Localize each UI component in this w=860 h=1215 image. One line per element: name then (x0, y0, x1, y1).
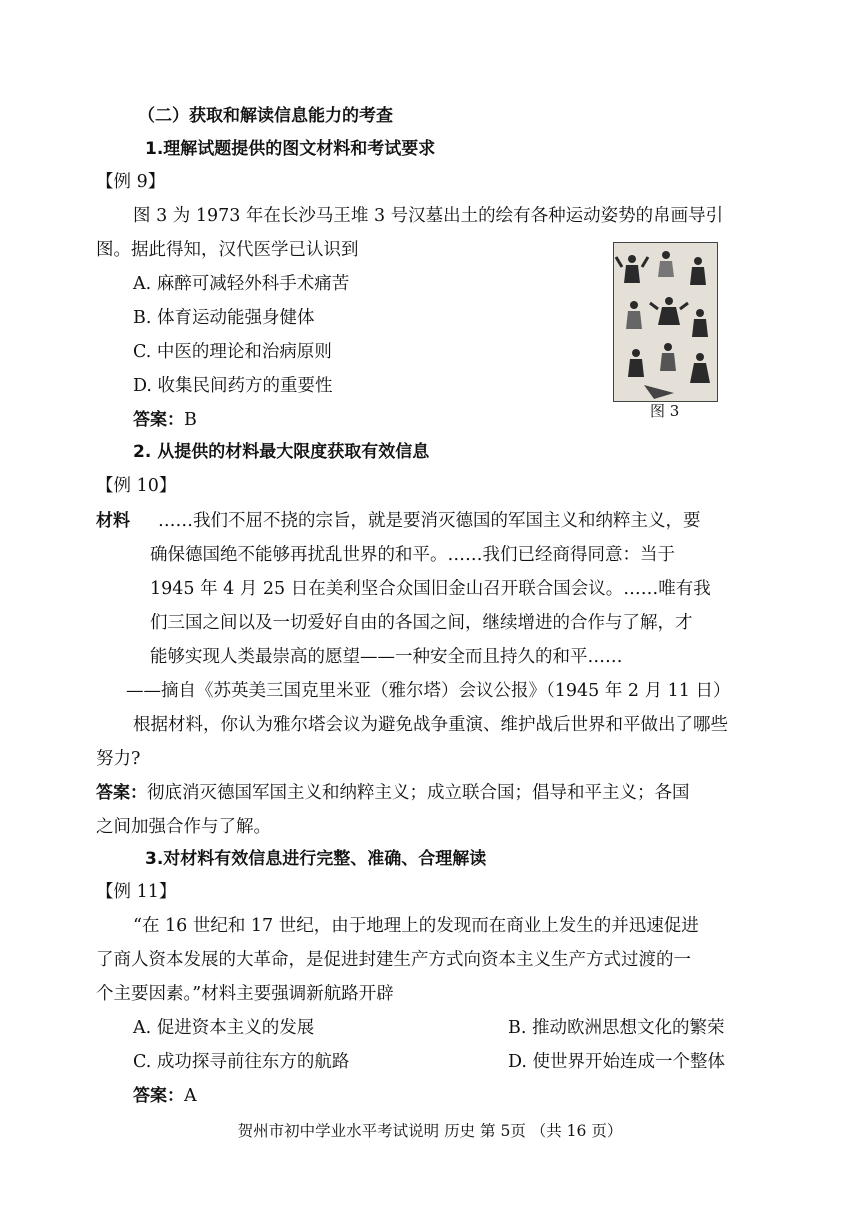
s3-answer (133, 1084, 197, 1108)
answer-value: A (184, 1086, 197, 1106)
s2-question-line1: 根据材料，你认为雅尔塔会议为避免战争重演、维护战后世界和平做出了哪些 (133, 715, 728, 735)
s2-example-tag: 【例 10】 (96, 476, 177, 496)
s3-option-c: C. 成功探寻前往东方的航路 (133, 1052, 350, 1072)
s2-material-line5: 能够实现人类最崇高的愿望——一种安全而且持久的和平…… (150, 647, 623, 667)
s1-answer (133, 408, 197, 432)
s1-example-tag: 【例 9】 (96, 172, 166, 192)
s2-material-line2: 确保德国绝不能够再扰乱世界的和平。……我们已经商得同意：当于 (150, 545, 675, 565)
s1-option-d: D. 收集民间药方的重要性 (133, 376, 333, 396)
s3-option-d: D. 使世界开始连成一个整体 (508, 1052, 726, 1072)
s3-stem-line2: 了商人资本发展的大革命，是促进封建生产方式向资本主义生产方式过渡的一 (96, 950, 691, 970)
s1-stem-line1: 图 3 为 1973 年在长沙马王堆 3 号汉墓出土的绘有各种运动姿势的帛画导引 (133, 206, 724, 226)
silk-painting-figure (613, 242, 718, 402)
s2-heading: 2. 从提供的材料最大限度获取有效信息 (133, 442, 430, 462)
figure-caption: 图 3 (650, 402, 680, 420)
s3-heading: 3.对材料有效信息进行完整、准确、合理解读 (145, 849, 487, 869)
s3-option-a: A. 促进资本主义的发展 (133, 1018, 315, 1038)
answer-label: 答案： (133, 1086, 184, 1106)
s1-option-c: C. 中医的理论和治病原则 (133, 342, 332, 362)
s1-heading: 1.理解试题提供的图文材料和考试要求 (145, 139, 436, 159)
s1-stem-line2: 图。据此得知，汉代医学已认识到 (96, 240, 359, 260)
s3-option-b: B. 推动欧洲思想文化的繁荣 (508, 1018, 725, 1038)
s2-material-label: 材料 (96, 511, 130, 531)
s2-question-line2: 努力? (96, 749, 141, 769)
s1-option-b: B. 体育运动能强身健体 (133, 308, 315, 328)
s3-example-tag: 【例 11】 (96, 882, 177, 902)
section-title: （二）获取和解读信息能力的考查 (138, 106, 393, 126)
answer-label: 答案： (133, 410, 184, 430)
s2-material-line1: ……我们不屈不挠的宗旨，就是要消灭德国的军国主义和纳粹主义，要 (158, 511, 701, 531)
answer-value: B (184, 410, 197, 430)
s2-source: ——摘自《苏英美三国克里米亚（雅尔塔）会议公报》（1945 年 2 月 11 日） (126, 681, 731, 701)
s2-material-line3: 1945 年 4 月 25 日在美利坚合众国旧金山召开联合国会议。……唯有我 (150, 579, 711, 599)
s1-option-a: A. 麻醉可减轻外科手术痛苦 (133, 274, 350, 294)
s2-answer-line1 (96, 781, 690, 805)
s2-answer-line2: 之间加强合作与了解。 (96, 817, 271, 837)
s2-material-line4: 们三国之间以及一切爱好自由的各国之间，继续增进的合作与了解，才 (150, 613, 693, 633)
answer-text: 彻底消灭德国军国主义和纳粹主义；成立联合国；倡导和平主义；各国 (147, 783, 690, 803)
page-footer: 贺州市初中学业水平考试说明 历史 第 5页 （共 16 页） (237, 1122, 623, 1140)
s3-stem-line3: 个主要因素。”材料主要强调新航路开辟 (96, 984, 394, 1004)
silk-painting-image (614, 243, 717, 401)
answer-label: 答案： (96, 783, 147, 803)
s3-stem-line1: “在 16 世纪和 17 世纪，由于地理上的发现而在商业上发生的并迅速促进 (133, 916, 699, 936)
